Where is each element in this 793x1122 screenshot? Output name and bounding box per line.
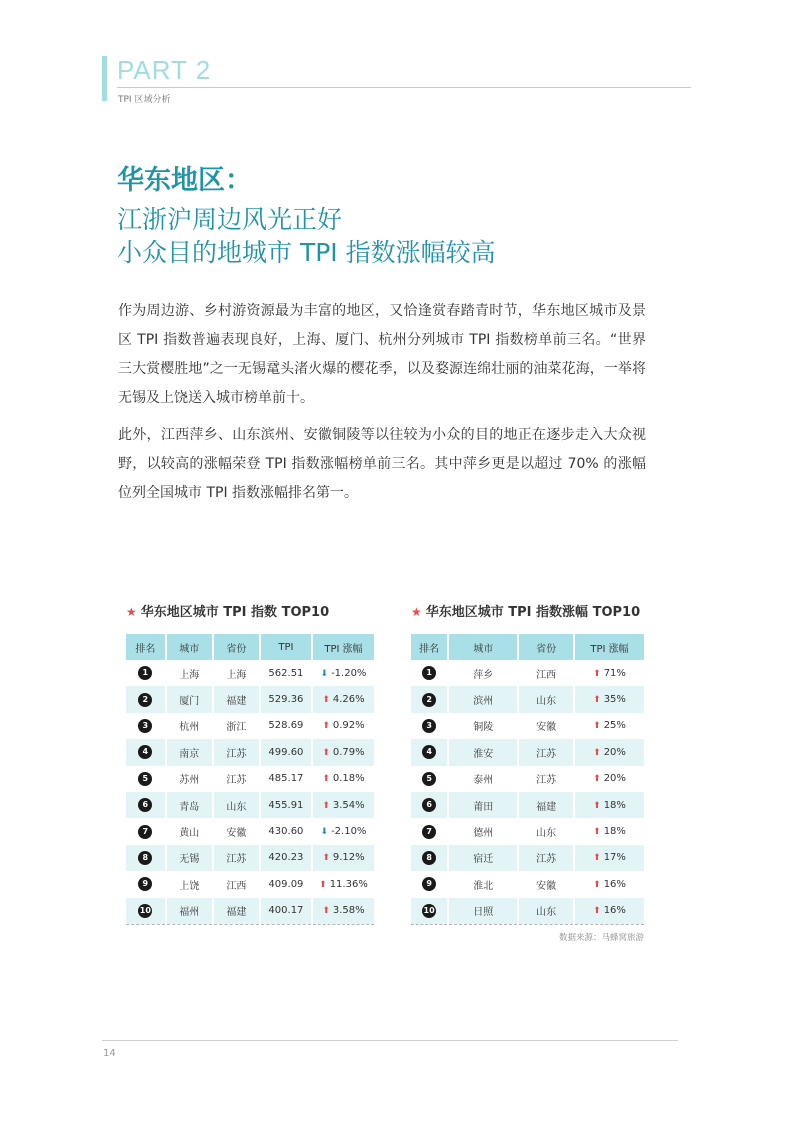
cell-province: 山东 bbox=[518, 818, 574, 844]
change-value: 16% bbox=[603, 905, 626, 917]
paragraph-1: 作为周边游、乡村游资源最为丰富的地区，又恰逢赏春踏青时节，华东地区城市及景区 TPI 指数普遍表现良好，上海、厦门、杭州分列城市 TPI 指数榜单前三名。“世界三大赏樱胜地”之一无锡鼋头渚火爆的樱花季，以及婺源连绵壮丽的油菜花海，一举将无锡及上饶送入城市榜单前十。 bbox=[118, 303, 646, 406]
arrow-up-icon: ⬆ bbox=[322, 853, 330, 864]
arrow-up-icon: ⬆ bbox=[593, 695, 601, 706]
cell-province: 安徽 bbox=[213, 818, 260, 844]
rank-badge: 8 bbox=[138, 851, 152, 865]
cell-change bbox=[574, 845, 644, 871]
cell-rank bbox=[411, 792, 448, 818]
cell-rank bbox=[411, 686, 448, 712]
cell-rank bbox=[126, 871, 166, 897]
table-row bbox=[411, 818, 644, 844]
page-number: 14 bbox=[103, 1048, 116, 1059]
change-value: 71% bbox=[603, 667, 626, 679]
cell-change bbox=[574, 739, 644, 765]
change-value: 0.79% bbox=[332, 746, 365, 758]
cell-city: 黄山 bbox=[166, 818, 213, 844]
arrow-up-icon: ⬆ bbox=[593, 747, 601, 758]
tpi-growth-top10-title bbox=[411, 601, 644, 623]
cell-change bbox=[574, 686, 644, 712]
cell-tpi: 455.91 bbox=[260, 792, 312, 818]
rank-badge: 7 bbox=[422, 825, 436, 839]
cell-rank bbox=[411, 898, 448, 925]
col-tpi-change: TPI 涨幅 bbox=[574, 634, 644, 660]
table-row bbox=[126, 871, 374, 897]
rank-badge: 7 bbox=[138, 825, 152, 839]
cell-province: 江苏 bbox=[518, 845, 574, 871]
col-city: 城市 bbox=[166, 634, 213, 660]
rank-badge: 4 bbox=[422, 745, 436, 759]
header-accent-bar bbox=[102, 56, 107, 101]
cell-change bbox=[574, 871, 644, 897]
table-row bbox=[411, 739, 644, 765]
rank-badge: 8 bbox=[422, 851, 436, 865]
table-row bbox=[126, 766, 374, 792]
cell-rank bbox=[126, 686, 166, 712]
rank-badge: 9 bbox=[422, 877, 436, 891]
table-header-row bbox=[411, 634, 644, 660]
cell-rank bbox=[411, 713, 448, 739]
col-rank: 排名 bbox=[411, 634, 448, 660]
change-value: 3.54% bbox=[332, 799, 365, 811]
cell-tpi: 485.17 bbox=[260, 766, 312, 792]
cell-change bbox=[312, 818, 374, 844]
rank-badge: 3 bbox=[422, 719, 436, 733]
cell-tpi: 420.23 bbox=[260, 845, 312, 871]
arrow-up-icon: ⬆ bbox=[593, 853, 601, 864]
change-value: 0.92% bbox=[332, 720, 365, 732]
table-row bbox=[411, 713, 644, 739]
cell-rank bbox=[411, 739, 448, 765]
tpi-top10-block bbox=[126, 601, 374, 925]
cell-change bbox=[574, 792, 644, 818]
change-value: 4.26% bbox=[332, 694, 365, 706]
cell-city: 青岛 bbox=[166, 792, 213, 818]
cell-province: 山东 bbox=[518, 898, 574, 925]
arrow-up-icon: ⬆ bbox=[593, 800, 601, 811]
rank-badge: 3 bbox=[138, 719, 152, 733]
cell-change bbox=[312, 660, 374, 686]
table-row bbox=[126, 792, 374, 818]
table-row bbox=[411, 871, 644, 897]
cell-tpi: 529.36 bbox=[260, 686, 312, 712]
rank-badge: 5 bbox=[138, 772, 152, 786]
cell-change bbox=[312, 686, 374, 712]
rank-badge: 10 bbox=[422, 904, 436, 918]
cell-city: 日照 bbox=[448, 898, 518, 925]
cell-province: 上海 bbox=[213, 660, 260, 686]
cell-city: 淮北 bbox=[448, 871, 518, 897]
table-row bbox=[126, 713, 374, 739]
cell-city: 南京 bbox=[166, 739, 213, 765]
rank-badge: 4 bbox=[138, 745, 152, 759]
change-value: 20% bbox=[603, 746, 626, 758]
col-tpi: TPI bbox=[260, 634, 312, 660]
cell-change bbox=[312, 898, 374, 925]
cell-rank bbox=[411, 845, 448, 871]
table-header-row bbox=[126, 634, 374, 660]
cell-province: 山东 bbox=[213, 792, 260, 818]
cell-tpi: 400.17 bbox=[260, 898, 312, 925]
cell-province: 江苏 bbox=[518, 739, 574, 765]
change-value: 9.12% bbox=[332, 852, 365, 864]
paragraph-2: 此外，江西萍乡、山东滨州、安徽铜陵等以往较为小众的目的地正在逐步走入大众视野，以较高的涨幅荣登 TPI 指数涨幅榜单前三名。其中萍乡更是以超过 70% 的涨幅位列全国城市 TPI 指数涨幅排名第一。 bbox=[118, 427, 646, 501]
cell-tpi: 499.60 bbox=[260, 739, 312, 765]
cell-province: 江苏 bbox=[213, 845, 260, 871]
arrow-up-icon: ⬆ bbox=[322, 906, 330, 917]
rank-badge: 1 bbox=[138, 666, 152, 680]
change-value: -1.20% bbox=[331, 667, 367, 679]
table-row bbox=[126, 845, 374, 871]
table-row bbox=[126, 739, 374, 765]
arrow-up-icon: ⬆ bbox=[322, 800, 330, 811]
arrow-up-icon: ⬆ bbox=[593, 721, 601, 732]
cell-rank bbox=[126, 818, 166, 844]
change-value: 3.58% bbox=[332, 905, 365, 917]
tpi-growth-top10-block bbox=[411, 601, 644, 925]
table-row bbox=[411, 686, 644, 712]
change-value: 16% bbox=[603, 878, 626, 890]
star-icon: ★ bbox=[411, 605, 422, 619]
cell-change bbox=[574, 660, 644, 686]
section-subtitle: TPI 区域分析 bbox=[118, 95, 171, 105]
cell-city: 滨州 bbox=[448, 686, 518, 712]
table-row bbox=[411, 660, 644, 686]
cell-province: 福建 bbox=[213, 686, 260, 712]
arrow-down-icon: ⬇ bbox=[320, 827, 329, 838]
cell-tpi: 528.69 bbox=[260, 713, 312, 739]
cell-city: 上饶 bbox=[166, 871, 213, 897]
cell-change bbox=[312, 871, 374, 897]
cell-city: 上海 bbox=[166, 660, 213, 686]
change-value: 11.36% bbox=[329, 878, 368, 890]
rank-badge: 1 bbox=[422, 666, 436, 680]
cell-city: 福州 bbox=[166, 898, 213, 925]
cell-tpi: 430.60 bbox=[260, 818, 312, 844]
rank-badge: 2 bbox=[138, 693, 152, 707]
col-province: 省份 bbox=[213, 634, 260, 660]
table-row bbox=[126, 660, 374, 686]
cell-province: 江苏 bbox=[213, 739, 260, 765]
cell-city: 宿迁 bbox=[448, 845, 518, 871]
cell-province: 江西 bbox=[518, 660, 574, 686]
change-value: 20% bbox=[603, 773, 626, 785]
cell-province: 山东 bbox=[518, 686, 574, 712]
cell-city: 莆田 bbox=[448, 792, 518, 818]
change-value: 35% bbox=[603, 694, 626, 706]
cell-change bbox=[312, 845, 374, 871]
cell-rank bbox=[411, 660, 448, 686]
cell-rank bbox=[126, 713, 166, 739]
cell-city: 铜陵 bbox=[448, 713, 518, 739]
arrow-up-icon: ⬆ bbox=[593, 668, 601, 679]
cell-rank bbox=[126, 766, 166, 792]
subheadline-1: 江浙沪周边风光正好 bbox=[117, 205, 343, 234]
header-divider bbox=[117, 87, 691, 88]
cell-province: 福建 bbox=[518, 792, 574, 818]
cell-province: 福建 bbox=[213, 898, 260, 925]
tpi-top10-title bbox=[126, 601, 374, 623]
cell-tpi: 562.51 bbox=[260, 660, 312, 686]
rank-badge: 6 bbox=[422, 798, 436, 812]
cell-rank bbox=[126, 898, 166, 925]
change-value: 18% bbox=[603, 799, 626, 811]
cell-change bbox=[574, 818, 644, 844]
change-value: 25% bbox=[603, 720, 626, 732]
col-rank: 排名 bbox=[126, 634, 166, 660]
cell-change bbox=[312, 713, 374, 739]
cell-change bbox=[312, 792, 374, 818]
footer-divider bbox=[102, 1040, 678, 1041]
arrow-up-icon: ⬆ bbox=[593, 879, 601, 890]
cell-change bbox=[312, 739, 374, 765]
change-value: -2.10% bbox=[331, 826, 367, 838]
table-row bbox=[411, 792, 644, 818]
col-city: 城市 bbox=[448, 634, 518, 660]
rank-badge: 2 bbox=[422, 693, 436, 707]
cell-rank bbox=[411, 766, 448, 792]
cell-city: 萍乡 bbox=[448, 660, 518, 686]
cell-city: 苏州 bbox=[166, 766, 213, 792]
tpi-growth-top10-title-text: 华东地区城市 TPI 指数涨幅 TOP10 bbox=[425, 605, 641, 620]
cell-change bbox=[574, 766, 644, 792]
cell-change bbox=[574, 713, 644, 739]
cell-rank bbox=[126, 845, 166, 871]
arrow-up-icon: ⬆ bbox=[593, 827, 601, 838]
cell-province: 江苏 bbox=[518, 766, 574, 792]
cell-province: 江西 bbox=[213, 871, 260, 897]
table-row bbox=[411, 766, 644, 792]
rank-badge: 9 bbox=[138, 877, 152, 891]
cell-change bbox=[312, 766, 374, 792]
arrow-up-icon: ⬆ bbox=[593, 906, 601, 917]
subheadline-2: 小众目的地城市 TPI 指数涨幅较高 bbox=[117, 238, 496, 267]
rank-badge: 5 bbox=[422, 772, 436, 786]
arrow-up-icon: ⬆ bbox=[322, 747, 330, 758]
cell-province: 浙江 bbox=[213, 713, 260, 739]
table-row bbox=[126, 686, 374, 712]
cell-city: 德州 bbox=[448, 818, 518, 844]
cell-rank bbox=[126, 792, 166, 818]
part-title: PART 2 bbox=[117, 55, 212, 85]
cell-province: 安徽 bbox=[518, 713, 574, 739]
cell-city: 淮安 bbox=[448, 739, 518, 765]
arrow-up-icon: ⬆ bbox=[322, 721, 330, 732]
data-source: 数据来源：马蜂窝旅游 bbox=[558, 933, 644, 943]
table-row bbox=[126, 818, 374, 844]
rank-badge: 6 bbox=[138, 798, 152, 812]
cell-rank bbox=[126, 739, 166, 765]
change-value: 0.18% bbox=[332, 773, 365, 785]
star-icon: ★ bbox=[126, 605, 137, 619]
change-value: 18% bbox=[603, 826, 626, 838]
arrow-up-icon: ⬆ bbox=[319, 879, 327, 890]
arrow-up-icon: ⬆ bbox=[322, 695, 330, 706]
col-province: 省份 bbox=[518, 634, 574, 660]
cell-city: 泰州 bbox=[448, 766, 518, 792]
table-row bbox=[411, 845, 644, 871]
tpi-top10-title-text: 华东地区城市 TPI 指数 TOP10 bbox=[140, 605, 330, 620]
table-row bbox=[126, 898, 374, 925]
headline: 华东地区： bbox=[117, 165, 252, 196]
cell-province: 安徽 bbox=[518, 871, 574, 897]
rank-badge: 10 bbox=[138, 904, 152, 918]
arrow-up-icon: ⬆ bbox=[322, 774, 330, 785]
cell-city: 厦门 bbox=[166, 686, 213, 712]
cell-city: 无锡 bbox=[166, 845, 213, 871]
cell-rank bbox=[411, 871, 448, 897]
arrow-up-icon: ⬆ bbox=[593, 774, 601, 785]
tpi-growth-top10-table bbox=[411, 634, 644, 925]
cell-province: 江苏 bbox=[213, 766, 260, 792]
cell-rank bbox=[126, 660, 166, 686]
arrow-down-icon: ⬇ bbox=[320, 668, 329, 679]
cell-city: 杭州 bbox=[166, 713, 213, 739]
cell-change bbox=[574, 898, 644, 925]
cell-rank bbox=[411, 818, 448, 844]
table-row bbox=[411, 898, 644, 925]
tpi-top10-table bbox=[126, 634, 374, 925]
col-tpi-change: TPI 涨幅 bbox=[312, 634, 374, 660]
cell-tpi: 409.09 bbox=[260, 871, 312, 897]
change-value: 17% bbox=[603, 852, 626, 864]
